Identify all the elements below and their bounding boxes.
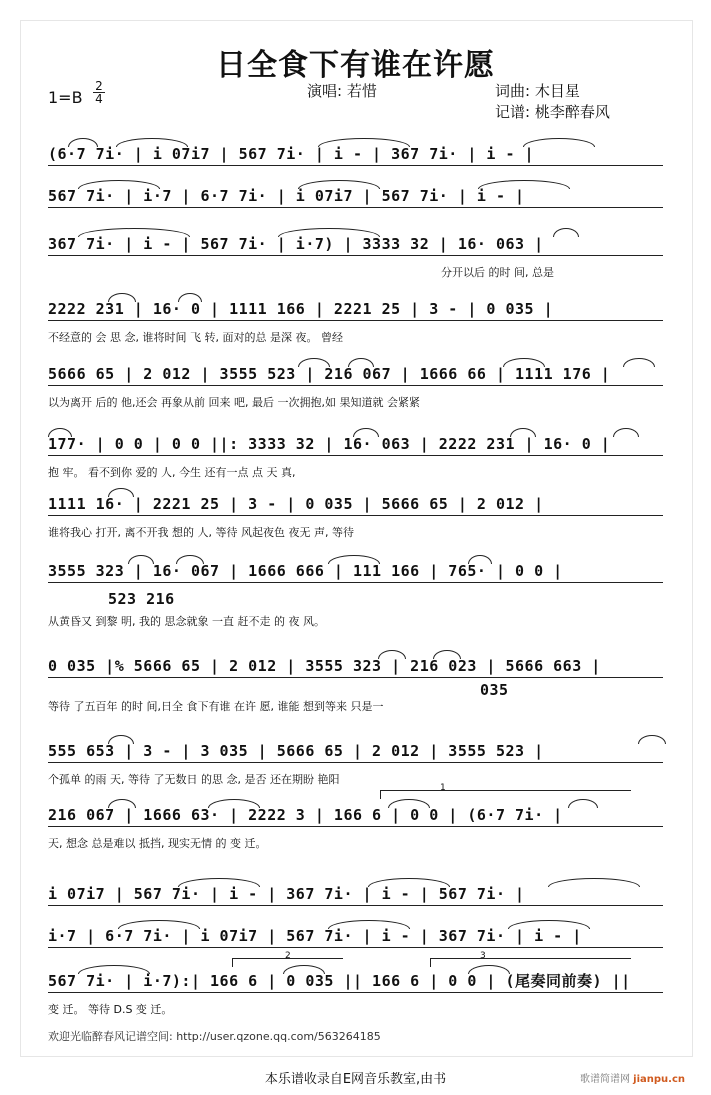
beam-line	[48, 677, 663, 680]
alternate-notes: 523 216	[108, 590, 175, 608]
score-row-11	[48, 806, 663, 850]
beam-line	[48, 582, 663, 585]
score-row-3	[48, 235, 663, 279]
time-signature-top: 2	[93, 80, 105, 93]
notation-line: 367 7i· | i - | 567 7i· | i·7) | 3333 32 | 16· 063 |	[48, 235, 544, 253]
beam-line	[48, 515, 663, 518]
beam-line	[48, 385, 663, 388]
volta-bracket-3	[430, 958, 631, 967]
score-row-1	[48, 145, 663, 177]
score-row-5	[48, 365, 663, 409]
song-title: 日全食下有谁在许愿	[216, 48, 495, 83]
notation-line: 216 067 | 1666 63· | 2222 3 | 166 6 | 0 0 | (6·7 7i· |	[48, 806, 563, 824]
lyric-line: 个孤单 的雨 天, 等待 了无数日 的思 念, 是否 还在期盼 艳阳	[48, 773, 340, 786]
singer-credit: 演唱: 若惜	[307, 82, 377, 100]
watermark-name: 歌谱简谱网	[579, 1074, 630, 1085]
beam-line	[48, 207, 663, 210]
notation-line: 1111 16· | 2221 25 | 3 - | 0 035 | 5666 65 | 2 012 |	[48, 495, 544, 513]
transcriber-credit: 记谱: 桃李醉春风	[495, 103, 610, 121]
site-watermark	[580, 1070, 685, 1085]
beam-line	[48, 947, 663, 950]
key-signature: 1=B	[48, 88, 83, 107]
score-row-12	[48, 885, 663, 917]
lyric-line: 天, 想念 总是难以 抵挡, 现实无情 的 变 迁。	[48, 837, 267, 850]
beam-line	[48, 455, 663, 458]
score-row-10	[48, 742, 663, 786]
volta-number-1: 1	[440, 783, 446, 793]
notation-line: i·7 | 6·7 7i· | i 07i7 | 567 7i· | i - | 367 7i· | i - |	[48, 927, 582, 945]
score-row-14	[48, 972, 663, 1016]
notation-line: 0 035 |% 5666 65 | 2 012 | 3555 323 | 216 023 | 5666 663 |	[48, 657, 601, 675]
notation-line: 567 7i· | i·7 | 6·7 7i· | i 07i7 | 567 7i· | i - |	[48, 187, 525, 205]
score-row-9	[48, 657, 663, 713]
watermark-site: jianpu.cn	[633, 1074, 685, 1085]
time-signature	[93, 80, 105, 105]
notation-line: 567 7i· | i·7):| 166 6 | 0 035 || 166 6 | 0 0 | (尾奏同前奏) ||	[48, 972, 631, 990]
score-row-7	[48, 495, 663, 539]
alternate-notes: 035	[480, 681, 509, 699]
beam-line	[48, 762, 663, 765]
lyric-line: 变 迁。 等待 D.S 变 迁。	[48, 1003, 173, 1016]
time-signature-bottom: 4	[95, 92, 103, 106]
lyric-line: 以为离开 后的 他,还会 再象从前 回来 吧, 最后 一次拥抱,如 果知道就 会紧紧	[48, 396, 420, 409]
lyric-line: 不经意的 会 思 念, 谁将时间 飞 转, 面对的总 是深 夜。 曾经	[48, 331, 343, 344]
notation-line: i 07i7 | 567 7i· | i - | 367 7i· | i - | 567 7i· |	[48, 885, 525, 903]
source-note: 本乐谱收录自E网音乐教室,由书	[264, 1072, 447, 1087]
lyric-line: 从黄昏又 到黎 明, 我的 思念就象 一直 赶不走 的 夜 风。	[48, 615, 325, 628]
beam-line	[48, 165, 663, 168]
beam-line	[48, 320, 663, 323]
lyric-line: 等待 了五百年 的时 间,日全 食下有谁 在许 愿, 谁能 想到等来 只是一	[48, 700, 384, 713]
score-row-2	[48, 187, 663, 219]
notation-line: 2222 231 | 16· 0 | 1111 166 | 2221 25 | 3 - | 0 035 |	[48, 300, 554, 318]
beam-line	[48, 992, 663, 995]
beam-line	[48, 826, 663, 829]
volta-bracket-1	[380, 790, 631, 799]
lyricist-credit: 词曲: 木目星	[495, 82, 580, 100]
score-row-8	[48, 562, 663, 628]
score-row-4	[48, 300, 663, 344]
lyric-line: 谁将我心 打开, 离不开我 想的 人, 等待 风起夜色 夜无 声, 等待	[48, 526, 354, 539]
lyric-line: 分开以后 的时 间, 总是	[441, 266, 554, 279]
score-row-13	[48, 927, 663, 959]
notation-line: (6·7 7i· | i 07i7 | 567 7i· | i - | 367 7i· | i - |	[48, 145, 535, 163]
notation-line: 3555 323 | 16· 067 | 1666 666 | 111 166 | 765· | 0 0 |	[48, 562, 563, 580]
notation-line: 177· | 0 0 | 0 0 ||: 3333 32 | 16· 063 | 2222 231 | 16· 0 |	[48, 435, 611, 453]
beam-line	[48, 255, 663, 258]
notation-line: 5666 65 | 2 012 | 3555 523 | 216 067 | 1666 66 | 1111 176 |	[48, 365, 611, 383]
beam-line	[48, 905, 663, 908]
score-row-6	[48, 435, 663, 479]
transcriber-url: 欢迎光临醉春风记谱空间: http://user.qzone.qq.com/563264185	[48, 1030, 381, 1043]
lyric-line: 抱 牢。 看不到你 爱的 人, 今生 还有一点 点 天 真,	[48, 466, 296, 479]
volta-number-2: 2	[285, 951, 291, 961]
notation-line: 555 653 | 3 - | 3 035 | 5666 65 | 2 012 | 3555 523 |	[48, 742, 544, 760]
volta-number-3: 3	[480, 951, 486, 961]
